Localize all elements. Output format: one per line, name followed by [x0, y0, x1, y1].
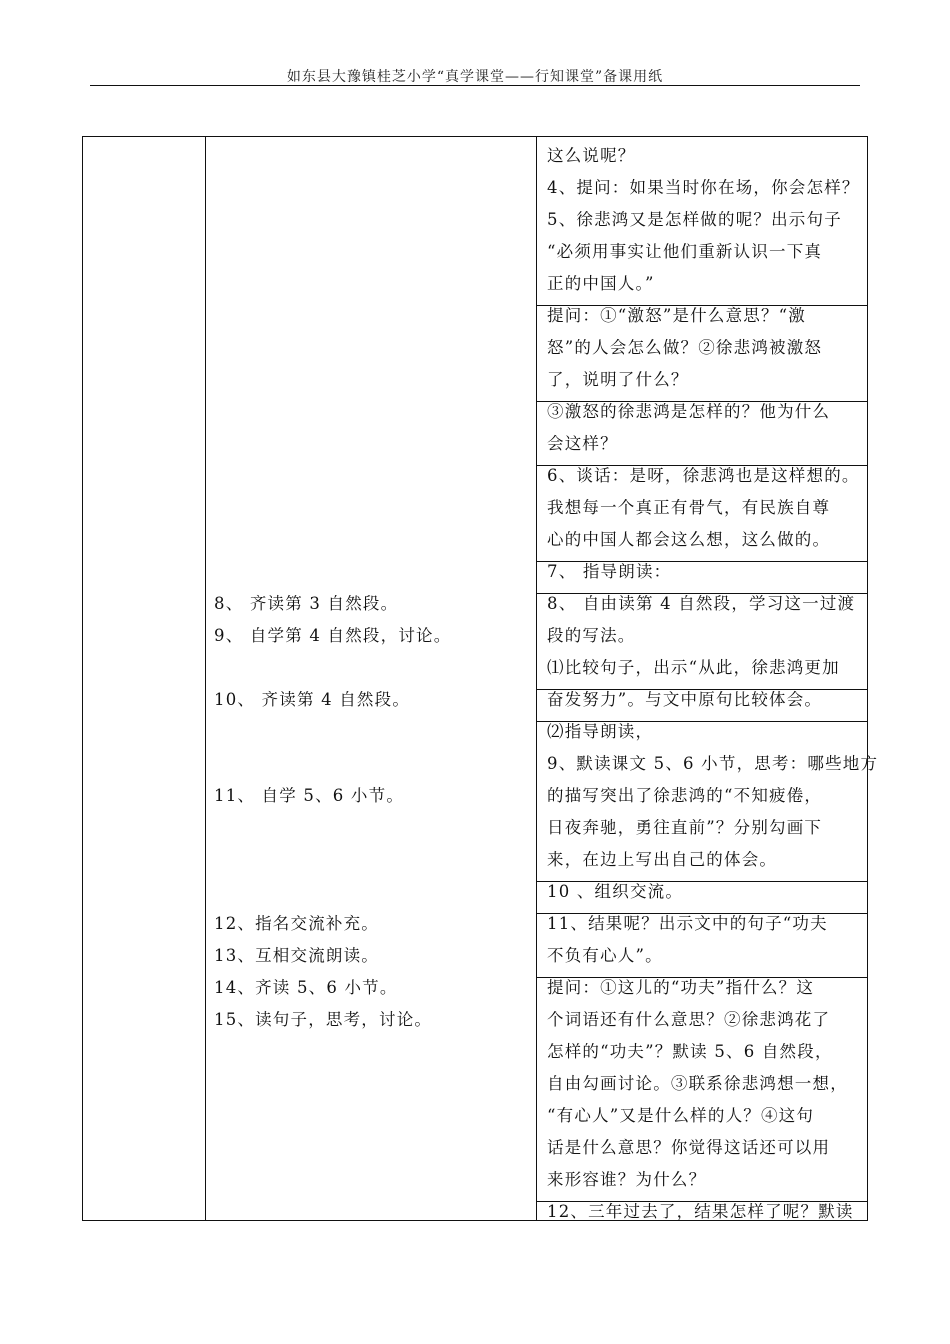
student-activity-line: 13、互相交流朗读。	[214, 946, 379, 965]
teacher-activity-line: 日夜奔驰，勇往直前”？分别勾画下	[547, 818, 823, 837]
teacher-activity-line: 10 、组织交流。	[547, 882, 684, 901]
teacher-activity-line: 个词语还有什么意思？②徐悲鸿花了	[547, 1010, 831, 1029]
student-activity-line: 10、 齐读第 4 自然段。	[214, 690, 411, 709]
teacher-activity-line: 8、 自由读第 4 自然段，学习这一过渡	[547, 594, 856, 613]
teacher-activity-line: 正的中国人。”	[547, 274, 655, 293]
student-activity-line: 9、 自学第 4 自然段，讨论。	[214, 626, 452, 645]
teacher-activity-line: “必须用事实让他们重新认识一下真	[547, 242, 823, 261]
teacher-activity-line: 不负有心人”。	[547, 946, 663, 965]
teacher-activity-line: 9、默读课文 5、6 小节，思考：哪些地方	[547, 754, 879, 773]
teacher-activity-line: 12、三年过去了，结果怎样了呢？默读	[547, 1202, 854, 1221]
teacher-activity-line: 提问：①“激怒”是什么意思？“激	[547, 306, 807, 325]
teacher-activity-line: 会这样？	[547, 434, 618, 453]
student-activity-line: 8、 齐读第 3 自然段。	[214, 594, 399, 613]
student-activity-line: 15、读句子，思考，讨论。	[214, 1010, 433, 1029]
teacher-activity-line: 来形容谁？为什么？	[547, 1170, 707, 1189]
teacher-activity-line: 4、提问：如果当时你在场，你会怎样？	[547, 178, 860, 197]
teacher-activity-line: ③激怒的徐悲鸿是怎样的？他为什么	[547, 402, 831, 421]
teacher-activity-line: 话是什么意思？你觉得这话还可以用	[547, 1138, 831, 1157]
teacher-activity-line: 段的写法。	[547, 626, 636, 645]
column-divider-2	[536, 137, 537, 1220]
student-activity-line: 14、齐读 5、6 小节。	[214, 978, 398, 997]
teacher-activity-line: 这么说呢？	[547, 146, 636, 165]
teacher-activity-line: 7、 指导朗读：	[547, 562, 672, 581]
teacher-activity-line: 我想每一个真正有骨气，有民族自尊	[547, 498, 831, 517]
teacher-activity-line: 6、谈话：是呀，徐悲鸿也是这样想的。	[547, 466, 860, 485]
teacher-activity-line: 心的中国人都会这么想，这么做的。	[547, 530, 831, 549]
teacher-activity-line: 怒”的人会怎么做？②徐悲鸿被激怒	[547, 338, 823, 357]
student-activity-line: 11、 自学 5、6 小节。	[214, 786, 405, 805]
teacher-activity-line: 奋发努力”。与文中原句比较体会。	[547, 690, 823, 709]
teacher-activity-line: 11、结果呢？出示文中的句子“功夫	[547, 914, 828, 933]
teacher-activity-line: 的描写突出了徐悲鸿的“不知疲倦，	[547, 786, 823, 805]
teacher-activity-line: 自由勾画讨论。③联系徐悲鸿想一想，	[547, 1074, 848, 1093]
teacher-activity-line: ⑵指导朗读，	[547, 722, 654, 741]
header-divider	[90, 85, 860, 86]
teacher-activity-line: 提问：①这儿的“功夫”指什么？这	[547, 978, 815, 997]
page-header-title: 如东县大豫镇桂芝小学“真学课堂——行知课堂”备课用纸	[286, 69, 664, 85]
teacher-activity-line: “有心人”又是什么样的人？④这句	[547, 1106, 815, 1125]
teacher-activity-line: 怎样的“功夫”？默读 5、6 自然段，	[547, 1042, 833, 1061]
column-divider-1	[205, 137, 206, 1220]
teacher-activity-line: 来，在边上写出自己的体会。	[547, 850, 778, 869]
teacher-activity-line: ⑴比较句子，出示“从此，徐悲鸿更加	[547, 658, 840, 677]
teacher-activity-line: 了，说明了什么？	[547, 370, 689, 389]
teacher-activity-line: 5、徐悲鸿又是怎样做的呢？出示句子	[547, 210, 842, 229]
student-activity-line: 12、指名交流补充。	[214, 914, 379, 933]
